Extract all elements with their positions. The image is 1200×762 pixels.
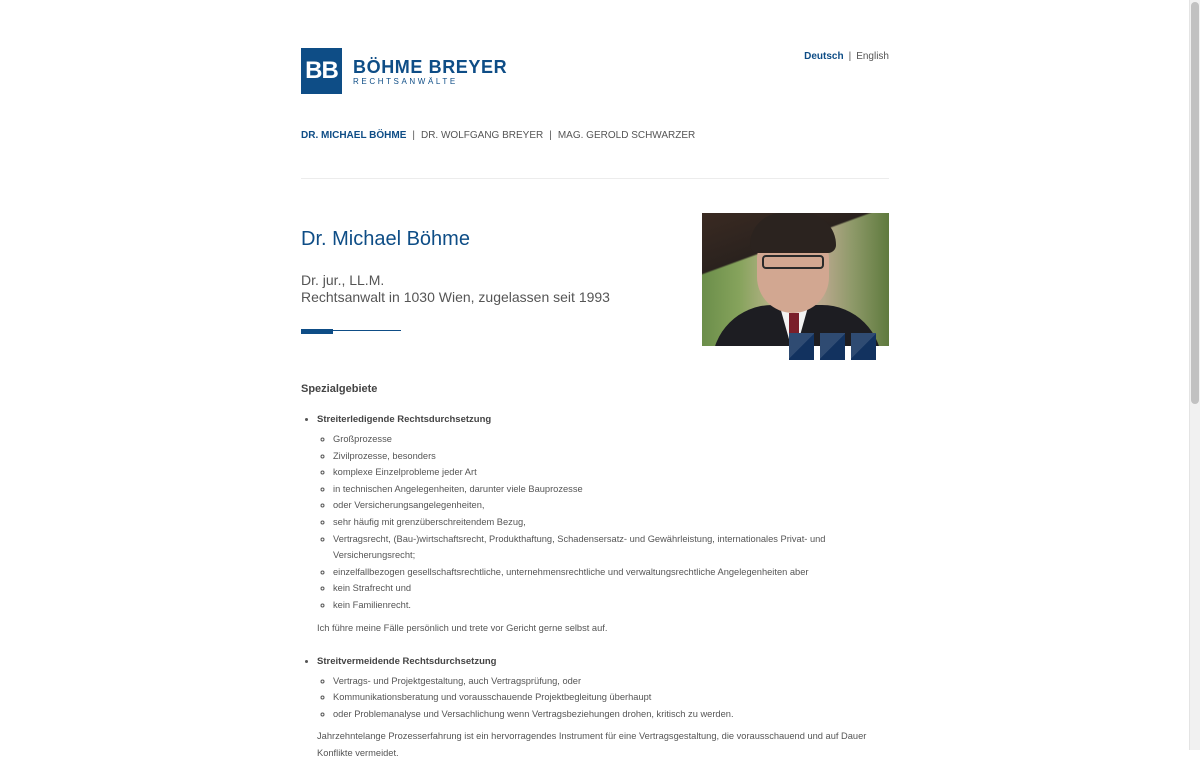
nav-separator: |	[549, 130, 552, 141]
header-divider	[301, 178, 889, 179]
logo-mark: BB	[301, 48, 342, 94]
nav-item-schwarzer[interactable]: MAG. GEROLD SCHWARZER	[557, 130, 696, 141]
social-icon[interactable]	[789, 333, 814, 360]
specialty-group-title: Streiterledigende Rechtsdurchsetzung	[317, 414, 492, 425]
social-icon[interactable]	[820, 333, 845, 360]
accent-divider-bar	[301, 329, 333, 334]
list-item: ◦ einzelfallbezogen gesellschaftsrechtliche, unternehmensrechtliche und verwaltungsrechtliche Angelegenheiten aber	[333, 564, 889, 581]
logo-tagline: RECHTSANWÄLTE	[353, 77, 458, 86]
profile-photo	[702, 213, 889, 346]
profile-degree: Dr. jur., LL.M.	[301, 272, 385, 288]
lang-separator: |	[848, 51, 852, 62]
nav-separator: |	[412, 130, 415, 141]
list-item: ◦ kein Strafrecht und	[333, 580, 889, 597]
specialty-note: Jahrzehntelange Prozesserfahrung ist ein hervorragendes Instrument für eine Vertragsgestaltung, die vorausschauend und auf Dauer Konflikte vermeidet.	[317, 731, 867, 759]
list-item: ◦ Vertragsrecht, (Bau-)wirtschaftsrecht, Produkthaftung, Schadensersatz- und Gewährleistung, internationales Privat- und Versicherungsrecht;	[333, 531, 889, 564]
specialty-group-title: Streitvermeidende Rechtsdurchsetzung	[317, 655, 497, 667]
specialty-group-item	[317, 651, 889, 723]
language-switcher	[804, 51, 889, 62]
specialty-note: Ich führe meine Fälle persönlich und trete vor Gericht gerne selbst auf.	[317, 622, 608, 633]
lawyer-nav	[301, 130, 695, 141]
social-icon[interactable]	[851, 333, 876, 360]
list-item: ◦ komplexe Einzelprobleme jeder Art	[333, 464, 889, 481]
list-item: ◦ Vertrags- und Projektgestaltung, auch Vertragsprüfung, oder	[333, 673, 889, 690]
nav-item-boehme[interactable]: DR. MICHAEL BÖHME	[301, 130, 407, 141]
list-item: ◦ Großprozesse	[333, 431, 889, 448]
specialty-group-item	[317, 409, 889, 614]
list-item: ◦ oder Problemanalyse und Versachlichung wenn Vertragsbeziehungen drohen, kritisch zu werden.	[333, 706, 889, 723]
list-item: ◦ kein Familienrecht.	[333, 597, 889, 614]
specialty-sublist	[317, 431, 889, 614]
photo-hair-shape	[750, 213, 836, 253]
lang-deutsch-link[interactable]: Deutsch	[804, 51, 844, 62]
nav-item-breyer[interactable]: DR. WOLFGANG BREYER	[420, 130, 544, 141]
list-item: ◦ sehr häufig mit grenzüberschreitendem Bezug,	[333, 514, 889, 531]
scrollbar-thumb[interactable]	[1191, 2, 1199, 404]
specialty-sublist	[317, 673, 889, 723]
specialties-content	[301, 409, 889, 762]
photo-glasses-shape	[762, 255, 824, 269]
logo[interactable]	[301, 48, 507, 94]
list-item: ◦ Kommunikationsberatung und vorausschauende Projektbegleitung überhaupt	[333, 689, 889, 706]
logo-name: BÖHME BREYER	[353, 57, 508, 77]
logo-text	[353, 48, 507, 87]
list-item: ◦ oder Versicherungsangelegenheiten,	[333, 497, 889, 514]
list-item: ◦ Zivilprozesse, besonders	[333, 448, 889, 465]
specialty-group	[301, 651, 889, 723]
scrollbar[interactable]	[1189, 0, 1200, 750]
page-title: Dr. Michael Böhme	[301, 228, 470, 250]
specialties-heading: Spezialgebiete	[301, 383, 378, 395]
specialty-group	[301, 409, 889, 614]
list-item: ◦ in technischen Angelegenheiten, darunter viele Bauprozesse	[333, 481, 889, 498]
lang-english-link[interactable]: English	[856, 51, 889, 62]
social-links	[789, 333, 876, 360]
profile-position: Rechtsanwalt in 1030 Wien, zugelassen seit 1993	[301, 289, 610, 305]
